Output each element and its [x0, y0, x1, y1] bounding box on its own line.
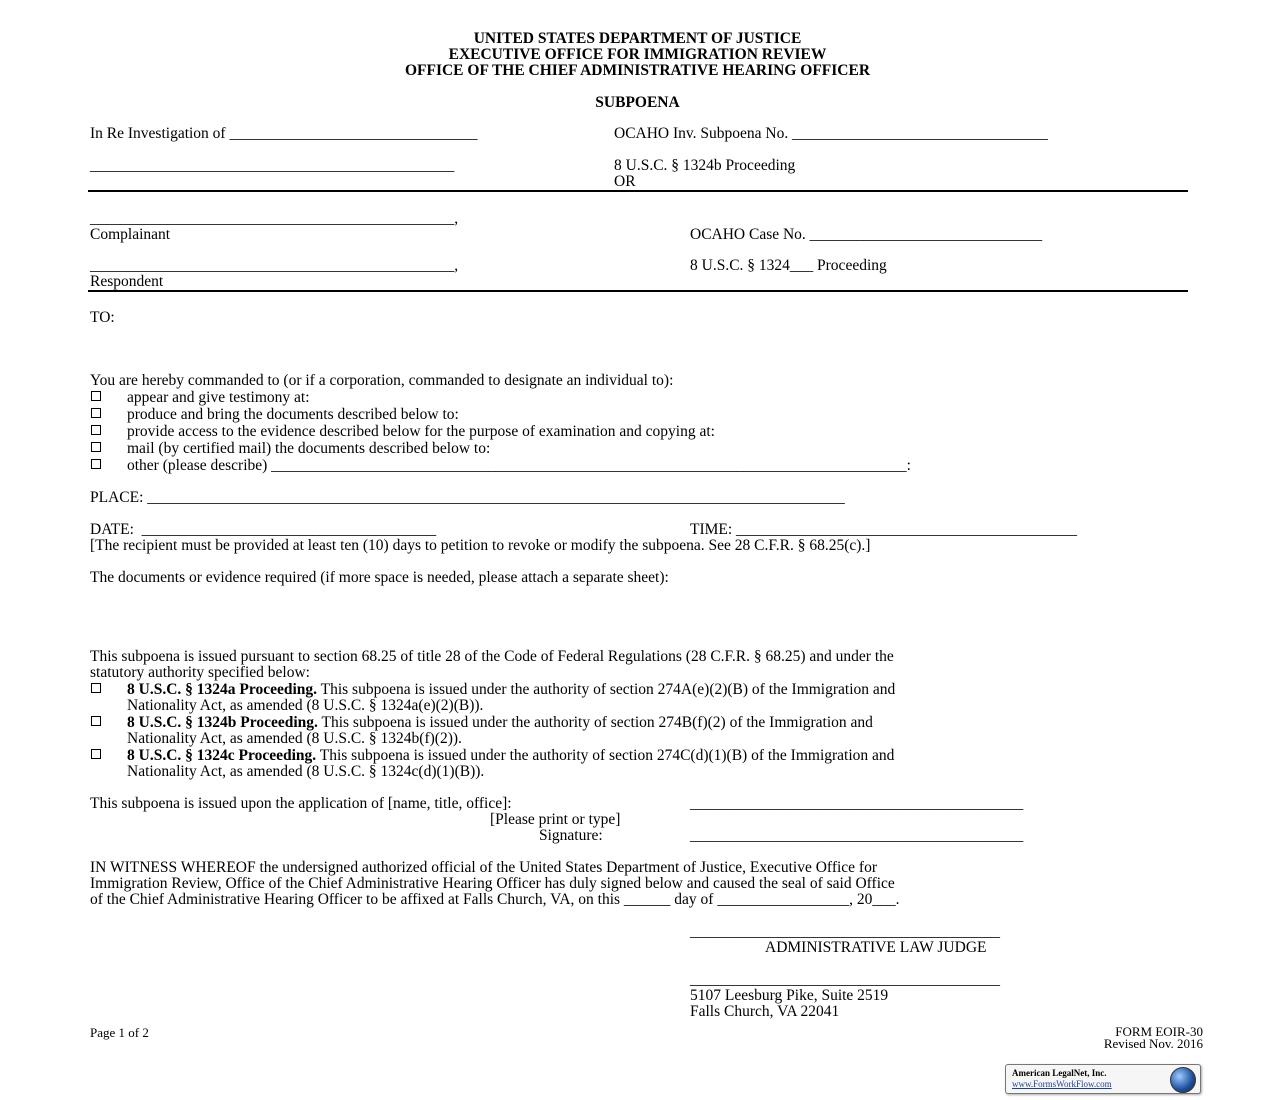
- respondent-field[interactable]: _______________________________________________,: [90, 257, 459, 274]
- authority-1324c[interactable]: [91, 747, 895, 764]
- place-field[interactable]: PLACE: __________________________________________________________________________________________: [90, 489, 845, 506]
- option-produce-documents[interactable]: [91, 406, 459, 423]
- checkbox-icon[interactable]: [91, 442, 101, 452]
- recipient-note: [The recipient must be provided at least ten (10) days to petition to revoke or modify the subpoena. See 28 C.F.R. § 68.25(c).]: [90, 537, 871, 554]
- witness-line-1: IN WITNESS WHEREOF the undersigned authorized official of the United States Department of Justice, Executive Office for: [90, 859, 877, 876]
- authority-1324b-text: This subpoena is issued under the authority of section 274B(f)(2) of the Immigration and: [317, 714, 873, 731]
- investigation-second-line[interactable]: _______________________________________________: [90, 157, 455, 174]
- witness-line-2: Immigration Review, Office of the Chief Administrative Hearing Officer has duly signed below and caused the seal of said Office: [90, 875, 895, 892]
- document-title: SUBPOENA: [595, 94, 680, 111]
- time-field[interactable]: TIME: ____________________________________________: [690, 521, 1078, 538]
- case-no-field[interactable]: OCAHO Case No. ______________________________: [690, 226, 1043, 243]
- caption-divider-bottom: [88, 290, 1188, 292]
- applicant-name-field[interactable]: ___________________________________________: [690, 795, 1024, 812]
- judge-signature-field[interactable]: ________________________________________: [690, 923, 1000, 940]
- option-produce-label: produce and bring the documents described below to:: [127, 406, 459, 423]
- form-number: FORM EOIR-30: [1115, 1024, 1203, 1039]
- option-mail-label: mail (by certified mail) the documents described below to:: [127, 440, 491, 457]
- page-number: Page 1 of 2: [90, 1025, 149, 1040]
- checkbox-icon[interactable]: [91, 391, 101, 401]
- address-line-1: 5107 Leesburg Pike, Suite 2519: [690, 987, 889, 1004]
- authority-1324b-heading: 8 U.S.C. § 1324b Proceeding.: [127, 714, 318, 731]
- proceeding-1324-field[interactable]: 8 U.S.C. § 1324___ Proceeding: [690, 257, 887, 274]
- checkbox-icon[interactable]: [91, 459, 101, 469]
- checkbox-icon[interactable]: [91, 408, 101, 418]
- authority-1324c-heading: 8 U.S.C. § 1324c Proceeding.: [127, 747, 317, 764]
- option-access-label: provide access to the evidence described below for the purpose of examination and copying at:: [127, 423, 715, 440]
- inv-subpoena-no-field[interactable]: OCAHO Inv. Subpoena No. _________________________________: [614, 125, 1048, 142]
- or-label: OR: [614, 173, 636, 190]
- agency-line-3: OFFICE OF THE CHIEF ADMINISTRATIVE HEARING OFFICER: [404, 62, 871, 79]
- authority-1324a-text: This subpoena is issued under the authority of section 274A(e)(2)(B) of the Immigration and: [317, 681, 896, 698]
- command-intro: You are hereby commanded to (or if a corporation, commanded to designate an individual to):: [90, 372, 674, 389]
- authority-1324a-heading: 8 U.S.C. § 1324a Proceeding.: [127, 681, 318, 698]
- vendor-badge[interactable]: [1005, 1064, 1201, 1094]
- authority-intro-1: This subpoena is issued pursuant to section 68.25 of title 28 of the Code of Federal Regulations (28 C.F.R. § 68.25) and under the: [90, 648, 894, 665]
- signature-label: Signature:: [539, 827, 603, 844]
- checkbox-icon[interactable]: [91, 425, 101, 435]
- agency-line-2: EXECUTIVE OFFICE FOR IMMIGRATION REVIEW: [448, 46, 827, 63]
- authority-1324a-line2: Nationality Act, as amended (8 U.S.C. § 1324a(e)(2)(B)).: [127, 697, 484, 714]
- checkbox-icon[interactable]: [91, 683, 101, 693]
- to-label: TO:: [90, 309, 115, 326]
- authority-1324c-line2: Nationality Act, as amended (8 U.S.C. § 1324c(d)(1)(B)).: [127, 763, 485, 780]
- checkbox-icon[interactable]: [91, 716, 101, 726]
- option-testimony-label: appear and give testimony at:: [127, 389, 310, 406]
- in-re-field[interactable]: In Re Investigation of ________________________________: [90, 125, 478, 142]
- judge-second-line[interactable]: ________________________________________: [690, 971, 1000, 988]
- vendor-url[interactable]: www.FormsWorkFlow.com: [1012, 1079, 1112, 1089]
- authority-1324b-line2: Nationality Act, as amended (8 U.S.C. § 1324b(f)(2)).: [127, 730, 462, 747]
- option-other[interactable]: [91, 457, 911, 474]
- complainant-field[interactable]: _______________________________________________,: [90, 210, 459, 227]
- form-revision: Revised Nov. 2016: [1103, 1036, 1203, 1051]
- respondent-label: Respondent: [90, 273, 164, 290]
- checkbox-icon[interactable]: [91, 749, 101, 759]
- authority-1324c-text: This subpoena is issued under the authority of section 274C(d)(1)(B) of the Immigration and: [316, 747, 895, 764]
- authority-intro-2: statutory authority specified below:: [90, 664, 310, 681]
- globe-icon: [1170, 1067, 1196, 1093]
- option-other-label[interactable]: other (please describe) __________________________________________________________________________________:: [127, 457, 911, 474]
- witness-line-3[interactable]: of the Chief Administrative Hearing Officer to be affixed at Falls Church, VA, on this ______ day of _________________, 20___.: [90, 891, 900, 908]
- authority-1324a[interactable]: [91, 681, 896, 698]
- date-field[interactable]: DATE: ______________________________________: [90, 521, 437, 538]
- application-label: This subpoena is issued upon the application of [name, title, office]:: [90, 795, 512, 812]
- option-mail-documents[interactable]: [91, 440, 491, 457]
- applicant-signature-field[interactable]: ___________________________________________: [690, 827, 1024, 844]
- documents-required-label: The documents or evidence required (if more space is needed, please attach a separate sheet):: [90, 569, 669, 586]
- option-provide-access[interactable]: [91, 423, 715, 440]
- address-line-2: Falls Church, VA 22041: [690, 1003, 840, 1020]
- print-or-type-label: [Please print or type]: [490, 811, 621, 828]
- judge-title: ADMINISTRATIVE LAW JUDGE: [765, 939, 987, 956]
- authority-1324b[interactable]: [91, 714, 873, 731]
- option-testimony[interactable]: [91, 389, 310, 406]
- agency-line-1: UNITED STATES DEPARTMENT OF JUSTICE: [473, 30, 802, 47]
- caption-divider-top: [88, 190, 1188, 192]
- proceeding-1324b-label: 8 U.S.C. § 1324b Proceeding: [614, 157, 796, 174]
- vendor-name: American LegalNet, Inc.: [1012, 1068, 1107, 1078]
- complainant-label: Complainant: [90, 226, 171, 243]
